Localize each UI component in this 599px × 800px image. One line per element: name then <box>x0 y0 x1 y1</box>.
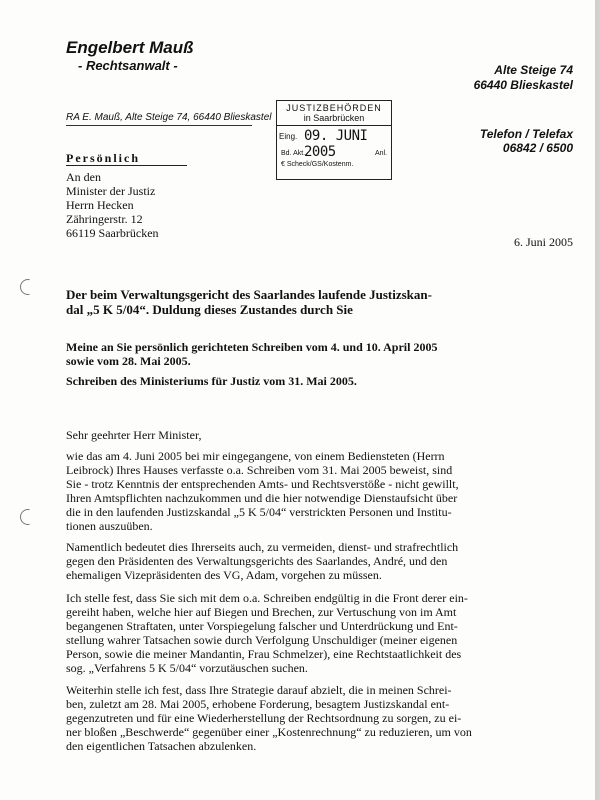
personal-underline <box>66 165 187 166</box>
phone-label: Telefon / Telefax <box>479 127 573 141</box>
letter-date: 6. Juni 2005 <box>513 235 573 249</box>
salutation: Sehr geehrter Herr Minister, <box>66 428 202 442</box>
sender-return-line: RA E. Mauß, Alte Steige 74, 66440 Blieskastel <box>66 112 272 123</box>
body-paragraph-3 <box>66 591 576 675</box>
letterhead-city: 66440 Blieskastel <box>473 78 573 92</box>
stamp-location: in Saarbrücken <box>303 113 365 123</box>
stamp-divider <box>277 125 391 126</box>
recipient-line: Zähringerstr. 12 <box>66 212 143 226</box>
recipient-line: 66119 Saarbrücken <box>66 226 159 240</box>
body-line: gegenzutreten und für eine Wiederherstellung der Rechtsordnung zu sorgen, zu ei- <box>66 711 462 725</box>
stamp-date: 09. JUNI 2005 <box>304 128 368 160</box>
punch-hole-mark <box>20 279 36 295</box>
body-line: ehemaligen Vizepräsidenten des VG, Adam, vorgehen zu müssen. <box>66 568 382 582</box>
recipient-address <box>66 170 159 240</box>
stamp-eing-label: Eing. <box>279 132 298 141</box>
body-line: Namentlich bedeutet dies Ihrerseits auch, zu vermeiden, dienst- und strafrechtlich <box>66 540 459 554</box>
subject-heading <box>66 287 576 317</box>
body-line: begangenen Straftaten, unter Vorspiegelung falscher und Unterdrückung und Ent- <box>66 619 458 633</box>
body-line: stellung wahrer Tatsachen sowie durch Verfolgung Unschuldiger (meiner eigenen <box>66 633 458 647</box>
received-stamp <box>276 100 392 180</box>
body-line: wie das am 4. Juni 2005 bei mir eingegangene, von einem Bediensteten (Herrn <box>66 449 445 463</box>
letterhead-name: Engelbert Mauß <box>66 38 194 57</box>
letterhead-street: Alte Steige 74 <box>494 63 573 77</box>
body-line: ner bloßen „Beschwerde“ gegenüber einer „Kostenrechnung“ zu reduzieren, um von <box>66 725 472 739</box>
letterhead-role: - Rechtsanwalt - <box>78 58 178 73</box>
phone-number: 06842 / 6500 <box>502 141 573 155</box>
body-paragraph-4 <box>66 683 576 753</box>
body-line: gegen den Präsidenten des Verwaltungsgerichts des Saarlandes, André, und den <box>66 554 448 568</box>
recipient-line: An den <box>66 170 101 184</box>
reference-ministry: Schreiben des Ministeriums für Justiz vom 31. Mai 2005. <box>66 374 357 388</box>
sender-underline <box>66 125 252 126</box>
body-line: sog. „Verfahrens 5 K 5/04“ vorzutäuschen suchen. <box>66 661 308 675</box>
stamp-anl: Anl. <box>374 150 387 157</box>
body-line: Ihren Amtspflichten nachzukommen und die hier notwendige Dienstaufsicht über <box>66 491 458 505</box>
body-line: Weiterhin stelle ich fest, dass Ihre Strategie darauf abzielt, die in meinen Schrei- <box>66 683 452 697</box>
body-line: den eigentlichen Tatsachen abzulenken. <box>66 739 257 753</box>
body-line: Ich stelle fest, dass Sie sich mit dem o.a. Schreiben endgültig in die Front derer ein- <box>66 591 468 605</box>
body-paragraph-1 <box>66 449 576 533</box>
scan-edge <box>595 0 599 800</box>
body-line: ben, zuletzt am 28. Mai 2005, erhobene Forderung, besagtem Justizskandal ent- <box>66 697 450 711</box>
phone-block <box>480 127 573 155</box>
recipient-line: Minister der Justiz <box>66 184 156 198</box>
personal-label: Persönlich <box>66 151 140 165</box>
reference-letters <box>66 340 576 368</box>
recipient-line: Herrn Hecken <box>66 198 134 212</box>
body-paragraph-2 <box>66 540 576 582</box>
reference-line: sowie vom 28. Mai 2005. <box>66 354 191 368</box>
body-line: gereiht haben, welche hier auf Biegen und Brechen, zur Vertuschung von im Amt <box>66 605 457 619</box>
reference-line: Meine an Sie persönlich gerichteten Schreiben vom 4. und 10. April 2005 <box>66 340 438 354</box>
subject-line: Der beim Verwaltungsgericht des Saarlandes laufende Justizskan- <box>66 287 432 302</box>
letterhead-address <box>474 63 573 93</box>
body-line: Sie - trotz Kenntnis der entsprechenden Amts- und Rechtsverstöße - nicht gewillt, <box>66 477 459 491</box>
body-line: die in den laufenden Justizskandal „5 K 5/04“ verstrickten Personen und Institu- <box>66 505 452 519</box>
subject-line: dal „5 K 5/04“. Duldung dieses Zustandes durch Sie <box>66 302 353 317</box>
stamp-authority: JUSTIZBEHÖRDEN <box>286 103 382 113</box>
punch-hole-mark <box>20 509 36 525</box>
stamp-bd-akt: Bd. Akt. <box>281 150 306 157</box>
stamp-scheck: € Scheck/GS/Kostenm. <box>281 161 354 168</box>
body-line: Person, sowie die meiner Mandantin, Frau Schmelzer), eine Rechtstaatlichkeit des <box>66 647 462 661</box>
body-line: tionen auszuüben. <box>66 519 153 533</box>
body-line: Leibrock) Ihres Hauses verfasste o.a. Schreiben vom 31. Mai 2005 beweist, sind <box>66 463 453 477</box>
